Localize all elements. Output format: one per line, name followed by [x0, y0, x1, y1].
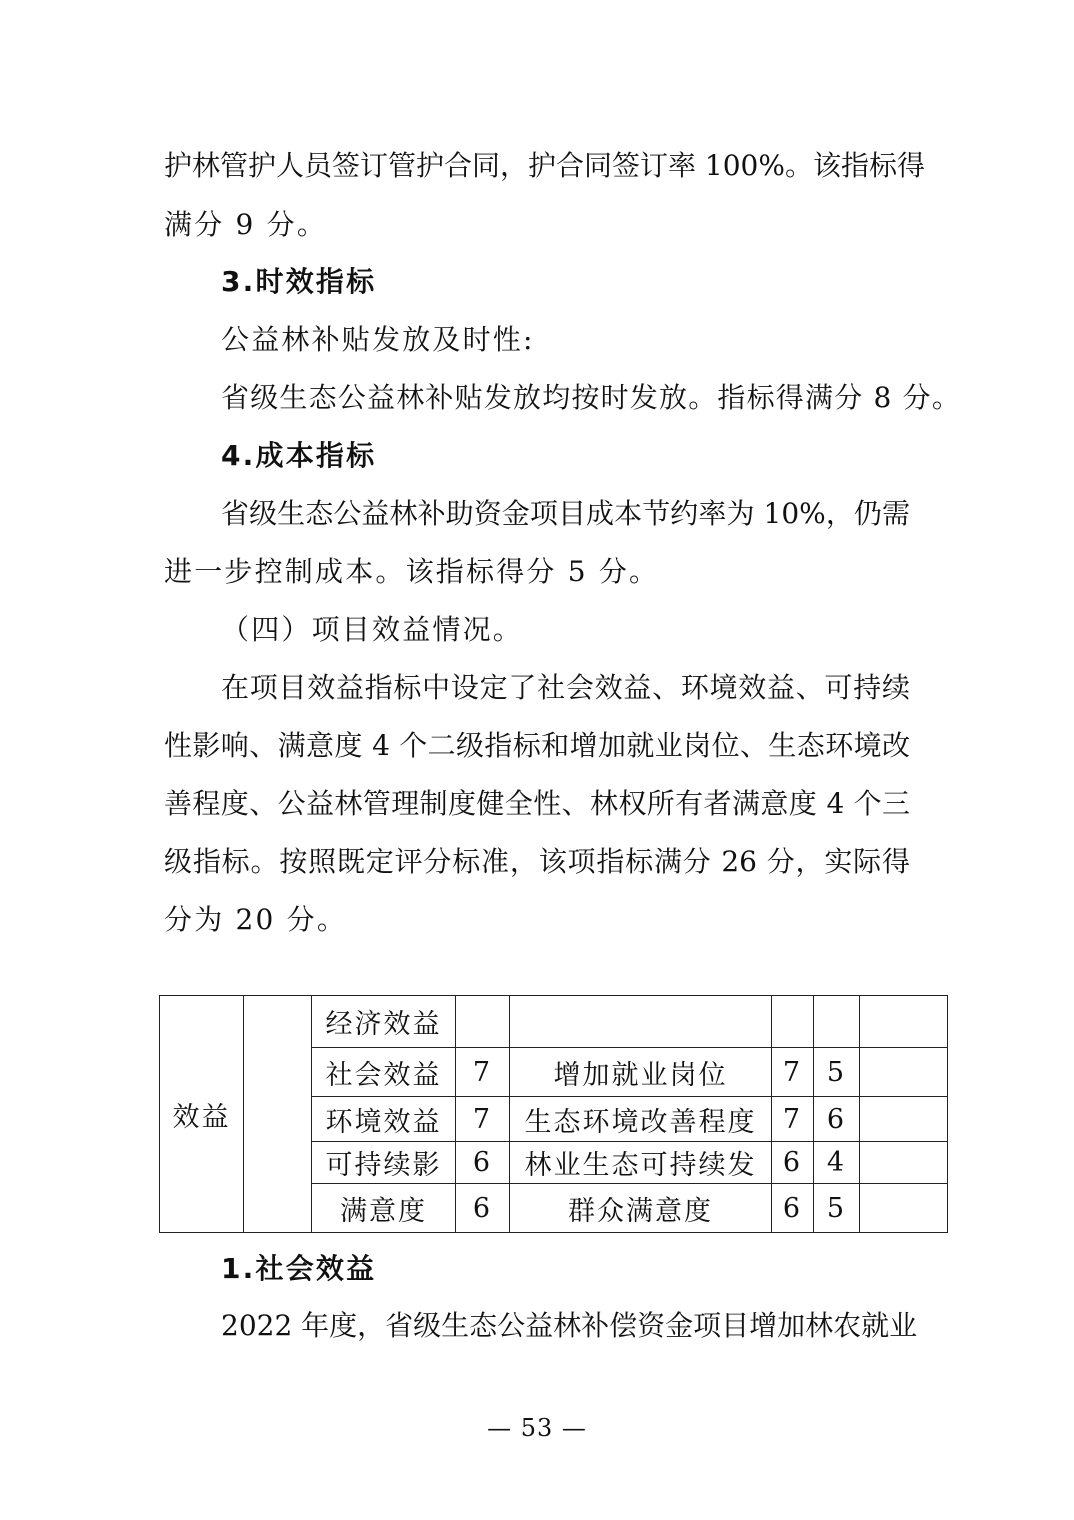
- level2-cell: 社会效益: [312, 1048, 456, 1097]
- score2-cell: 7: [456, 1048, 510, 1097]
- benefit-score-table: [159, 995, 948, 1233]
- empty-cell: [244, 996, 312, 1233]
- level2-cell: 可持续影: [312, 1142, 456, 1184]
- score3-cell: 7: [772, 1097, 814, 1142]
- page-number: — 53 —: [487, 1414, 587, 1442]
- actual-score-cell: 5: [814, 1048, 860, 1097]
- paragraph-line: 在项目效益指标中设定了社会效益、环境效益、可持续: [221, 671, 910, 704]
- actual-score-cell: 5: [814, 1184, 860, 1233]
- heading-timeliness: 3.时效指标: [221, 265, 377, 298]
- actual-score-cell: 4: [814, 1142, 860, 1184]
- level3-cell: 群众满意度: [510, 1184, 772, 1233]
- level3-cell: 生态环境改善程度: [510, 1097, 772, 1142]
- score3-cell: 7: [772, 1048, 814, 1097]
- paragraph-line: 善程度、公益林管理制度健全性、林权所有者满意度 4 个三: [164, 787, 910, 820]
- table-row: [160, 996, 948, 1048]
- level3-cell: [510, 996, 772, 1048]
- score2-cell: [456, 996, 510, 1048]
- level3-cell: 林业生态可持续发: [510, 1142, 772, 1184]
- paragraph-line: 公益林补贴发放及时性:: [221, 323, 535, 356]
- level2-cell: 经济效益: [312, 996, 456, 1048]
- section-heading: （四）项目效益情况。: [221, 613, 524, 646]
- paragraph-line: 级指标。按照既定评分标准，该项指标满分 26 分，实际得: [164, 845, 910, 878]
- heading-social-benefit: 1.社会效益: [221, 1252, 377, 1285]
- score3-cell: 6: [772, 1184, 814, 1233]
- score2-cell: 6: [456, 1142, 510, 1184]
- note-cell: [860, 1097, 948, 1142]
- paragraph-line: 省级生态公益林补贴发放均按时发放。指标得满分 8 分。: [221, 381, 962, 414]
- score2-cell: 6: [456, 1184, 510, 1233]
- note-cell: [860, 996, 948, 1048]
- paragraph-line: 满分 9 分。: [164, 208, 328, 241]
- actual-score-cell: 6: [814, 1097, 860, 1142]
- level3-cell: 增加就业岗位: [510, 1048, 772, 1097]
- paragraph-line: 省级生态公益林补助资金项目成本节约率为 10%，仍需: [221, 497, 910, 530]
- paragraph-line: 护林管护人员签订管护合同，护合同签订率 100%。该指标得: [164, 149, 925, 182]
- heading-cost: 4.成本指标: [221, 439, 377, 472]
- paragraph-line: 分为 20 分。: [164, 903, 348, 936]
- score3-cell: [772, 996, 814, 1048]
- category-cell: 效益: [160, 996, 244, 1233]
- actual-score-cell: [814, 996, 860, 1048]
- level2-cell: 环境效益: [312, 1097, 456, 1142]
- paragraph-line: 进一步控制成本。该指标得分 5 分。: [164, 555, 660, 588]
- paragraph-line: 性影响、满意度 4 个二级指标和增加就业岗位、生态环境改: [164, 729, 910, 762]
- note-cell: [860, 1184, 948, 1233]
- note-cell: [860, 1142, 948, 1184]
- score2-cell: 7: [456, 1097, 510, 1142]
- paragraph-line: 2022 年度，省级生态公益林补偿资金项目增加林农就业: [221, 1309, 918, 1342]
- level2-cell: 满意度: [312, 1184, 456, 1233]
- note-cell: [860, 1048, 948, 1097]
- score3-cell: 6: [772, 1142, 814, 1184]
